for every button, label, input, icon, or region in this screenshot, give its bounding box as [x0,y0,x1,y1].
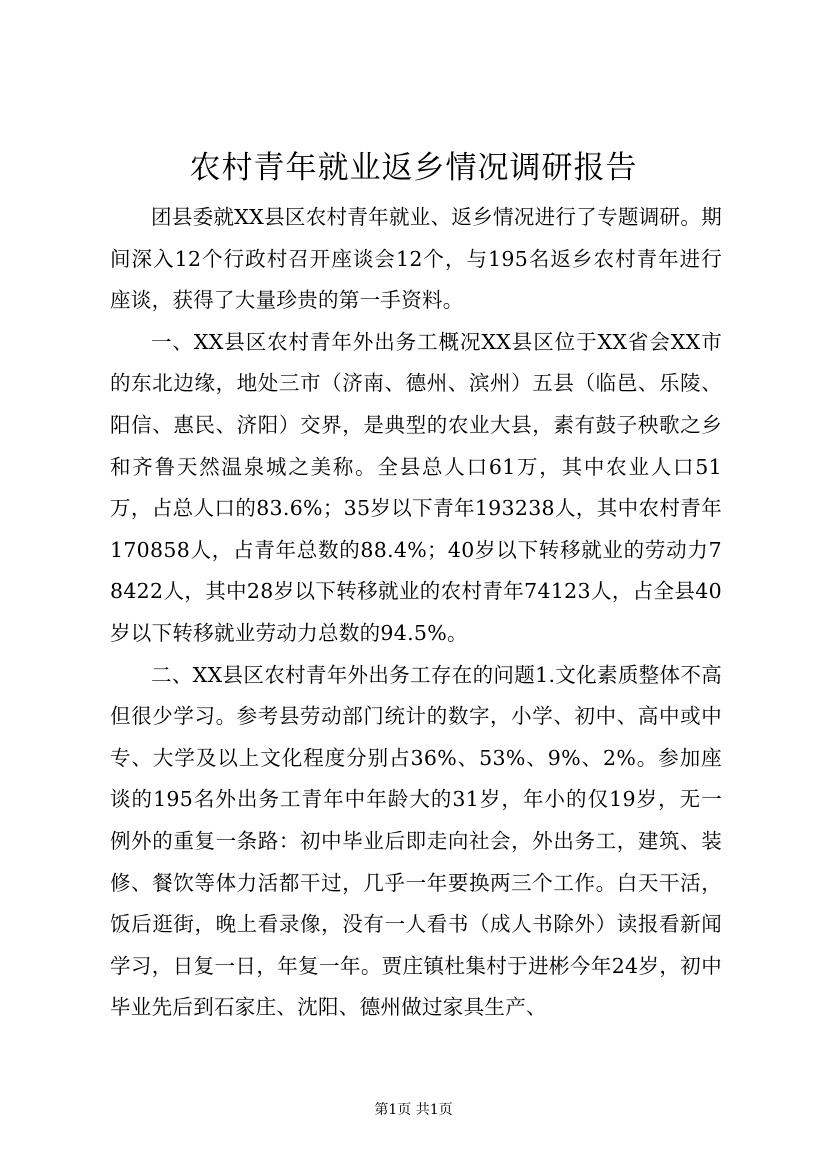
paragraph-problems: 二、XX县区农村青年外出务工存在的问题1.文化素质整体不高但很少学习。参考县劳动部门统计的数字，小学、初中、高中或中专、大学及以上文化程度分别占36%、53%、9%、2%。参加座谈的195名外出务工青年中年龄大的31岁，年小的仅19岁，无一例外的重复一条路：初中毕业后即走向社会，外出务工，建筑、装修、餐饮等体力活都干过，几乎一年要换两三个工作。白天干活，饭后逛街，晚上看录像，没有一人看书（成人书除外）读报看新闻学习，日复一日，年复一年。贾庄镇杜集村于进彬今年24岁，初中毕业先后到石家庄、沈阳、德州做过家具生产、 [110,662,722,1020]
document-body [110,197,722,1029]
paragraph-intro: 团县委就XX县区农村青年就业、返乡情况进行了专题调研。期间深入12个行政村召开座谈会12个，与195名返乡农村青年进行座谈，获得了大量珍贵的第一手资料。 [110,205,722,313]
document-title: 农村青年就业返乡情况调研报告 [189,150,638,186]
page-footer: 第1页 共1页 [374,1102,453,1118]
paragraph-overview: 一、XX县区农村青年外出务工概况XX县区位于XX省会XX市的东北边缘，地处三市（济南、德州、滨州）五县（临邑、乐陵、阳信、惠民、济阳）交界，是典型的农业大县，素有鼓子秧歌之乡和齐鲁天然温泉城之美称。全县总人口61万，其中农业人口51万，占总人口的83.6%；35岁以下青年193238人，其中农村青年170858人，占青年总数的88.4%；40岁以下转移就业的劳动力78422人，其中28岁以下转移就业的农村青年74123人，占全县40岁以下转移就业劳动力总数的94.5%。 [110,329,722,645]
